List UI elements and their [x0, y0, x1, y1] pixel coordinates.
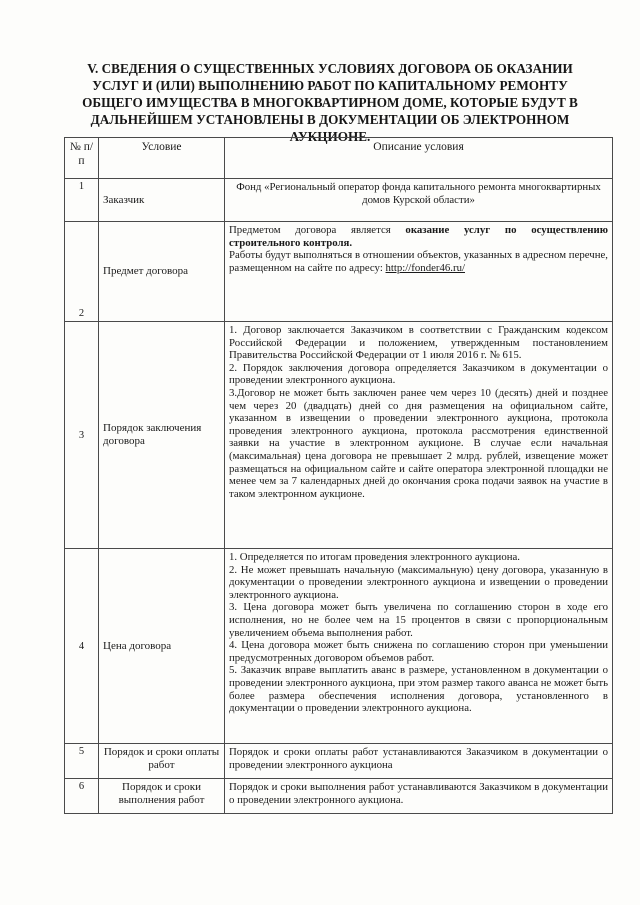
table-row [65, 222, 613, 322]
subject-bold: оказание услуг по осуществлению строительного контроля. [229, 224, 609, 249]
list-item: 4. Цена договора может быть снижена по соглашению сторон при уменьшении предусмотренных договором объемов работ. [229, 639, 608, 664]
row-condition: Цена договора [99, 549, 225, 744]
table-row [65, 549, 613, 744]
row-num: 1 [65, 179, 99, 222]
table-row [65, 779, 613, 814]
table-row [65, 322, 613, 549]
site-link[interactable]: http://fonder46.ru/ [385, 261, 465, 274]
row-description: Фонд «Региональный оператор фонда капитального ремонта многоквартирных домов Курской области» [225, 179, 613, 222]
row-condition: Заказчик [99, 179, 225, 222]
row-description [225, 549, 613, 744]
row-description: Порядок и сроки выполнения работ устанавливаются Заказчиком в документации о проведении электронного аукциона. [225, 779, 613, 814]
section-title: V. СВЕДЕНИЯ О СУЩЕСТВЕННЫХ УСЛОВИЯХ ДОГОВОРА ОБ ОКАЗАНИИ УСЛУГ И (ИЛИ) ВЫПОЛНЕНИЮ РАБОТ ПО КАПИТАЛЬНОМУ РЕМОНТУ ОБЩЕГО ИМУЩЕСТВА В МНОГОКВАРТИРНОМ ДОМЕ, КОТОРЫЕ БУДУТ В ДАЛЬНЕЙШЕМ УСТАНОВЛЕНЫ В ДОКУМЕНТАЦИИ ОБ ЭЛЕКТРОННОМ АУКЦИОНЕ. [82, 61, 578, 144]
list-item: 1. Договор заключается Заказчиком в соответствии с Гражданским кодексом Российской Федерации и положением, утвержденным постановлением Правительства Российской Федерации от 1 июля 2016 г. № 615. [229, 324, 608, 362]
row-condition: Предмет договора [99, 222, 225, 322]
row-description [225, 222, 613, 322]
table-row [65, 744, 613, 779]
list-item: 2. Порядок заключения договора определяется Заказчиком в документации о проведении электронного аукциона. [229, 361, 608, 387]
header-description: Описание условия [225, 138, 613, 179]
list-item: 1. Определяется по итогам проведения электронного аукциона. [229, 551, 520, 563]
subject-paragraph [229, 224, 608, 249]
header-num: № п/п [65, 138, 99, 179]
list-item: 5. Заказчик вправе выплатить аванс в размере, установленном в документации о проведении электронного аукциона, при этом размер такого аванса не может быть более размера обеспечения исполнения договора, установленного в документации о проведении электронного аукциона. [229, 664, 608, 715]
table-header-row [65, 138, 613, 179]
list-item: 2. Не может превышать начальную (максимальную) цену договора, указанную в документации о проведении электронного аукциона и извещении о проведении электронного аукциона. [229, 563, 608, 601]
row-num: 5 [65, 744, 99, 779]
row-num: 3 [65, 322, 99, 549]
conditions-table [64, 137, 613, 814]
works-paragraph [229, 249, 608, 274]
row-description: Порядок и сроки оплаты работ устанавливаются Заказчиком в документации о проведении электронного аукциона [225, 744, 613, 779]
row-num: 4 [65, 549, 99, 744]
list-item: 3. Цена договора может быть увеличена по соглашению сторон в ходе его исполнения, но не более чем на 15 процентов в связи с пропорциональным увеличением объема выполнения работ. [229, 601, 608, 639]
table-row [65, 179, 613, 222]
row-num: 6 [65, 779, 99, 814]
row-condition: Порядок и сроки выполнения работ [99, 779, 225, 814]
list-item: 3.Договор не может быть заключен ранее чем через 10 (десять) дней и позднее чем через 20 (двадцать) дней со дня размещения на официальном сайте, указанном в извещении о проведении электронного аукциона, протокола проведения электронного аукциона, протокола рассмотрения единственной заявки на участие в электронном аукционе. В случае если начальная (максимальная) цена договора не превышает 2 млрд. рублей, извещение может размещаться на официальном сайте и сайте оператора электронной площадки не менее чем за 7 календарных дней до окончания срока подачи заявок на участие в таком электронном аукционе. [229, 386, 608, 500]
row-description [225, 322, 613, 549]
row-condition: Порядок заключения договора [99, 322, 225, 549]
works-text: Работы будут выполняться в отношении объектов, указанных в адресном перечне, размещенном на сайте по адресу: [229, 249, 608, 274]
subject-lead: Предметом договора является [229, 224, 406, 236]
row-condition: Порядок и сроки оплаты работ [99, 744, 225, 779]
header-condition: Условие [99, 138, 225, 179]
row-num: 2 [65, 222, 99, 322]
